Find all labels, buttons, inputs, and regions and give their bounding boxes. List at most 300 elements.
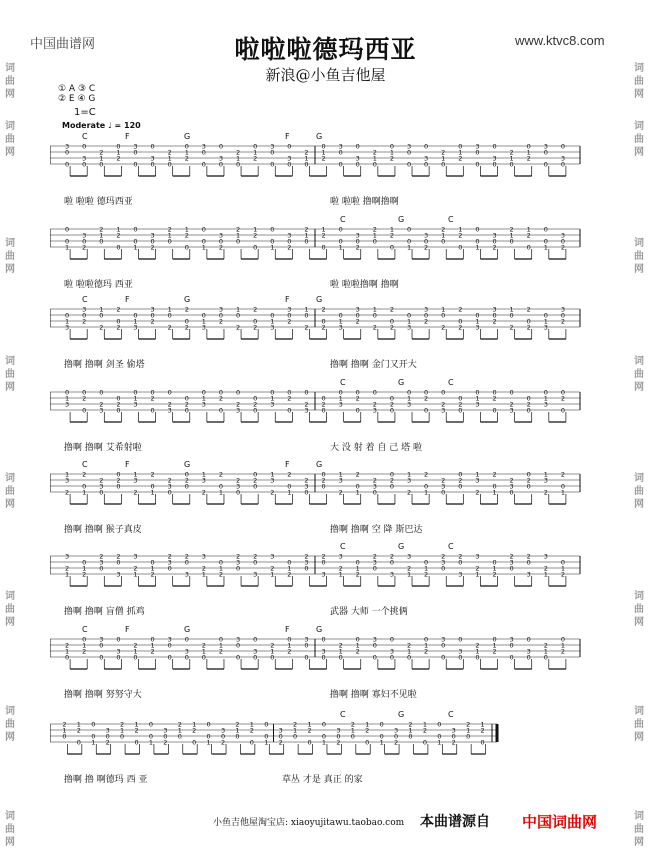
svg-text:2: 2: [253, 552, 258, 561]
svg-text:3: 3: [424, 231, 429, 240]
svg-text:3: 3: [65, 323, 70, 332]
note-column: [510, 553, 515, 587]
note-column: [304, 226, 309, 260]
svg-text:2: 2: [526, 154, 531, 163]
svg-text:0: 0: [372, 160, 377, 169]
svg-text:2: 2: [201, 564, 206, 573]
svg-text:2: 2: [201, 488, 206, 497]
svg-text:2: 2: [560, 243, 565, 252]
watermark-left-6: [4, 705, 16, 744]
note-column: [219, 636, 224, 670]
svg-text:0: 0: [389, 243, 395, 252]
note-column: [219, 559, 224, 587]
watermark-char: 网: [634, 732, 644, 743]
svg-text:0: 0: [150, 237, 155, 246]
note-column: [527, 471, 532, 505]
note-column: [270, 642, 275, 670]
svg-text:0: 0: [116, 394, 121, 403]
svg-text:0: 0: [338, 311, 343, 320]
svg-text:1: 1: [177, 726, 182, 735]
svg-text:3: 3: [167, 635, 172, 644]
svg-text:0: 0: [355, 558, 360, 567]
svg-text:3: 3: [526, 647, 531, 656]
svg-text:3: 3: [372, 635, 377, 644]
svg-text:2: 2: [441, 476, 446, 485]
svg-text:2: 2: [406, 564, 412, 573]
svg-text:0: 0: [422, 738, 427, 747]
note-column: [287, 636, 292, 670]
svg-text:2: 2: [116, 476, 121, 485]
svg-text:0: 0: [99, 160, 104, 169]
note-column: [270, 553, 275, 587]
svg-text:2: 2: [560, 470, 565, 479]
note-column: [253, 636, 258, 670]
svg-text:1: 1: [235, 154, 241, 163]
note-column: [527, 395, 532, 423]
svg-text:0: 0: [304, 160, 309, 169]
svg-text:2: 2: [389, 231, 395, 240]
svg-text:3: 3: [304, 635, 309, 644]
svg-text:0: 0: [167, 488, 172, 497]
chord-name: G: [316, 132, 323, 141]
note-column: [185, 226, 190, 260]
note-column: [168, 477, 173, 505]
svg-text:0: 0: [278, 732, 283, 741]
svg-text:0: 0: [458, 394, 463, 403]
svg-text:1: 1: [355, 564, 360, 573]
svg-text:0: 0: [475, 237, 480, 246]
svg-text:0: 0: [287, 311, 292, 320]
svg-text:0: 0: [133, 225, 138, 234]
svg-text:2: 2: [99, 400, 104, 409]
note-column: [339, 642, 344, 670]
watermark-char: 词: [5, 811, 15, 822]
svg-text:2: 2: [389, 323, 395, 332]
svg-text:0: 0: [150, 635, 155, 644]
svg-text:0: 0: [321, 732, 327, 741]
svg-text:2: 2: [99, 476, 104, 485]
note-column: [510, 226, 515, 260]
svg-text:2: 2: [321, 231, 326, 240]
svg-text:0: 0: [184, 406, 189, 415]
svg-text:1: 1: [270, 647, 275, 656]
svg-text:0: 0: [148, 732, 154, 741]
note-column: [82, 471, 87, 505]
note-column: [336, 727, 341, 755]
note-column: [82, 232, 87, 260]
note-column: [253, 553, 258, 587]
watermark-char: 曲: [634, 719, 644, 730]
note-column: [151, 636, 156, 670]
note-column: [356, 232, 361, 260]
svg-text:2: 2: [304, 148, 309, 157]
note-column: [202, 312, 207, 340]
svg-text:0: 0: [492, 160, 497, 169]
svg-text:2: 2: [167, 225, 172, 234]
svg-text:2: 2: [372, 323, 377, 332]
svg-text:1: 1: [116, 225, 121, 234]
svg-text:0: 0: [99, 653, 104, 662]
svg-text:0: 0: [184, 394, 189, 403]
svg-text:2: 2: [389, 476, 395, 485]
note-column: [339, 389, 344, 423]
svg-text:3: 3: [150, 154, 155, 163]
watermark-char: 曲: [634, 604, 644, 615]
note-column: [561, 471, 566, 505]
watermark-char: 词: [634, 706, 644, 717]
svg-text:0: 0: [192, 738, 197, 747]
note-column: [492, 559, 497, 587]
svg-text:0: 0: [99, 311, 104, 320]
note-column: [423, 721, 428, 755]
svg-text:0: 0: [441, 564, 446, 573]
watermark-char: 网: [634, 89, 644, 100]
note-column: [408, 721, 413, 755]
note-column: [544, 642, 549, 670]
svg-text:0: 0: [355, 160, 360, 169]
svg-text:2: 2: [293, 720, 298, 729]
svg-text:3: 3: [65, 400, 70, 409]
note-column: [441, 477, 446, 505]
svg-text:2: 2: [253, 323, 258, 332]
note-column: [116, 553, 121, 587]
svg-text:3: 3: [184, 570, 189, 579]
note-column: [544, 143, 549, 177]
svg-text:0: 0: [264, 720, 269, 729]
tempo-marking: Moderate ♩ = 120: [62, 121, 141, 130]
svg-text:0: 0: [184, 635, 189, 644]
svg-text:0: 0: [321, 653, 326, 662]
svg-text:0: 0: [235, 641, 241, 650]
note-column: [236, 306, 241, 340]
note-column: [91, 721, 96, 755]
note-column: [561, 389, 566, 423]
svg-text:3: 3: [278, 726, 283, 735]
watermark-left-3: [4, 355, 16, 394]
svg-text:1: 1: [133, 243, 138, 252]
svg-text:2: 2: [372, 148, 377, 157]
note-column: [407, 642, 412, 670]
svg-text:2: 2: [492, 647, 497, 656]
svg-text:1: 1: [249, 720, 254, 729]
note-column: [373, 636, 378, 670]
svg-text:2: 2: [304, 323, 309, 332]
svg-text:1: 1: [134, 720, 139, 729]
note-column: [65, 143, 70, 177]
svg-text:1: 1: [270, 570, 275, 579]
svg-text:3: 3: [441, 635, 446, 644]
svg-text:0: 0: [406, 653, 412, 662]
svg-text:0: 0: [424, 237, 429, 246]
note-column: [168, 553, 173, 587]
svg-text:2: 2: [543, 564, 548, 573]
svg-text:3: 3: [458, 570, 463, 579]
svg-text:2: 2: [475, 488, 480, 497]
svg-text:0: 0: [65, 148, 70, 157]
note-column: [151, 143, 156, 177]
svg-text:1: 1: [65, 647, 70, 656]
svg-text:3: 3: [287, 305, 292, 314]
note-column: [339, 312, 344, 340]
svg-text:3: 3: [253, 570, 258, 579]
svg-text:1: 1: [458, 148, 463, 157]
watermark-char: 网: [5, 382, 15, 393]
svg-text:3: 3: [441, 406, 446, 415]
svg-text:2: 2: [184, 400, 189, 409]
chord-name: G: [316, 625, 323, 634]
note-column: [321, 395, 326, 423]
watermark-char: 网: [634, 264, 644, 275]
svg-text:0: 0: [321, 470, 326, 479]
svg-text:0: 0: [116, 243, 121, 252]
note-column: [321, 636, 326, 670]
svg-text:3: 3: [99, 635, 104, 644]
svg-text:2: 2: [480, 726, 485, 735]
svg-text:0: 0: [560, 635, 565, 644]
svg-text:0: 0: [560, 388, 565, 397]
note-column: [339, 226, 344, 260]
svg-text:2: 2: [389, 154, 395, 163]
note-column: [321, 306, 326, 340]
svg-text:0: 0: [201, 237, 206, 246]
svg-text:1: 1: [543, 243, 548, 252]
svg-text:3: 3: [133, 476, 138, 485]
svg-text:0: 0: [389, 406, 395, 415]
note-column: [356, 306, 361, 340]
svg-text:0: 0: [509, 160, 514, 169]
svg-text:0: 0: [201, 311, 206, 320]
note-column: [475, 553, 480, 587]
svg-text:1: 1: [509, 231, 514, 240]
svg-text:3: 3: [406, 400, 412, 409]
svg-text:2: 2: [150, 243, 155, 252]
svg-text:2: 2: [509, 323, 514, 332]
watermark-char: 词: [634, 356, 644, 367]
note-column: [202, 389, 207, 423]
svg-text:0: 0: [475, 225, 480, 234]
svg-text:1: 1: [338, 317, 343, 326]
note-column: [151, 389, 156, 423]
note-column: [185, 143, 190, 177]
note-column: [65, 226, 70, 260]
svg-text:2: 2: [270, 564, 275, 573]
svg-text:1: 1: [150, 564, 155, 573]
svg-text:0: 0: [116, 406, 121, 415]
svg-text:2: 2: [133, 564, 138, 573]
note-column: [441, 226, 446, 260]
svg-text:0: 0: [424, 388, 429, 397]
svg-text:2: 2: [184, 552, 189, 561]
svg-text:3: 3: [167, 406, 172, 415]
svg-text:1: 1: [65, 317, 70, 326]
svg-text:2: 2: [509, 476, 514, 485]
svg-text:1: 1: [218, 641, 224, 650]
svg-text:1: 1: [150, 488, 155, 497]
note-column: [221, 727, 226, 755]
svg-text:2: 2: [82, 570, 87, 579]
svg-text:2: 2: [389, 552, 395, 561]
svg-text:3: 3: [201, 400, 206, 409]
note-column: [492, 143, 497, 177]
svg-text:0: 0: [307, 738, 312, 747]
svg-text:1: 1: [321, 148, 326, 157]
note-column: [373, 389, 378, 423]
note-column: [287, 389, 292, 423]
chord-name: F: [285, 460, 290, 469]
svg-text:1: 1: [235, 726, 240, 735]
svg-text:3: 3: [304, 482, 309, 491]
note-column: [207, 721, 212, 755]
watermark-char: 曲: [5, 824, 15, 835]
note-column: [120, 721, 125, 755]
note-column: [356, 471, 361, 505]
svg-text:1: 1: [218, 488, 224, 497]
svg-text:2: 2: [76, 726, 81, 735]
note-column: [236, 636, 241, 670]
note-column: [133, 226, 138, 260]
svg-text:0: 0: [560, 558, 565, 567]
svg-text:1: 1: [201, 570, 206, 579]
svg-text:3: 3: [509, 482, 514, 491]
svg-text:3: 3: [116, 570, 121, 579]
note-column: [561, 636, 566, 670]
svg-text:2: 2: [304, 476, 309, 485]
svg-text:1: 1: [492, 641, 497, 650]
svg-text:0: 0: [116, 653, 121, 662]
chord-name: C: [340, 710, 346, 719]
svg-text:3: 3: [270, 552, 275, 561]
svg-text:0: 0: [167, 311, 172, 320]
svg-text:0: 0: [270, 311, 275, 320]
svg-text:2: 2: [492, 243, 497, 252]
svg-text:0: 0: [133, 237, 138, 246]
svg-text:3: 3: [372, 558, 377, 567]
note-column: [253, 143, 258, 177]
note-column: [236, 149, 241, 177]
svg-text:2: 2: [184, 323, 189, 332]
note-column: [424, 232, 429, 260]
svg-text:0: 0: [424, 558, 429, 567]
svg-text:2: 2: [492, 317, 497, 326]
svg-text:3: 3: [133, 552, 138, 561]
svg-text:3: 3: [99, 482, 104, 491]
svg-text:0: 0: [355, 142, 360, 151]
note-column: [185, 471, 190, 505]
svg-text:3: 3: [543, 476, 548, 485]
svg-text:0: 0: [201, 160, 206, 169]
svg-text:3: 3: [336, 726, 341, 735]
svg-text:1: 1: [338, 394, 343, 403]
svg-text:0: 0: [389, 470, 395, 479]
svg-text:0: 0: [543, 388, 548, 397]
svg-text:2: 2: [287, 647, 292, 656]
svg-text:1: 1: [201, 470, 206, 479]
svg-text:2: 2: [458, 552, 463, 561]
svg-text:0: 0: [304, 653, 309, 662]
svg-text:0: 0: [220, 732, 226, 741]
svg-text:2: 2: [526, 305, 531, 314]
svg-text:0: 0: [475, 653, 480, 662]
note-column: [458, 553, 463, 587]
watermark-char: 网: [634, 837, 644, 848]
svg-text:2: 2: [458, 476, 463, 485]
svg-text:3: 3: [184, 647, 189, 656]
svg-text:1: 1: [201, 647, 206, 656]
chord-name: F: [285, 132, 290, 141]
svg-text:0: 0: [458, 470, 463, 479]
note-column: [492, 636, 497, 670]
chord-name: C: [340, 215, 346, 224]
svg-text:0: 0: [235, 564, 241, 573]
svg-text:2: 2: [82, 394, 87, 403]
svg-text:0: 0: [406, 148, 412, 157]
note-column: [441, 306, 446, 340]
svg-text:0: 0: [355, 388, 360, 397]
note-column: [253, 395, 258, 423]
svg-text:1: 1: [65, 570, 70, 579]
svg-text:0: 0: [270, 148, 275, 157]
svg-text:3: 3: [167, 558, 172, 567]
note-column: [65, 389, 70, 423]
svg-text:1: 1: [422, 720, 427, 729]
svg-text:0: 0: [526, 558, 531, 567]
svg-text:2: 2: [82, 470, 87, 479]
watermark-char: 网: [634, 617, 644, 628]
svg-text:2: 2: [116, 552, 121, 561]
svg-text:3: 3: [560, 154, 565, 163]
svg-text:3: 3: [372, 406, 377, 415]
svg-text:3: 3: [424, 154, 429, 163]
svg-text:3: 3: [393, 726, 399, 735]
svg-text:2: 2: [509, 148, 514, 157]
svg-text:2: 2: [235, 323, 241, 332]
svg-text:0: 0: [509, 388, 514, 397]
svg-text:3: 3: [355, 231, 360, 240]
note-column: [99, 553, 104, 587]
svg-text:1: 1: [441, 154, 446, 163]
svg-text:0: 0: [543, 225, 548, 234]
svg-text:2: 2: [150, 570, 155, 579]
chord-name: C: [82, 460, 88, 469]
note-column: [304, 477, 309, 505]
svg-text:0: 0: [201, 653, 206, 662]
note-column: [151, 471, 156, 505]
note-column: [458, 226, 463, 260]
watermark-left-5: [4, 590, 16, 629]
svg-text:0: 0: [253, 653, 258, 662]
svg-text:0: 0: [253, 470, 258, 479]
svg-text:1: 1: [338, 570, 343, 579]
svg-text:0: 0: [560, 311, 565, 320]
svg-text:0: 0: [338, 388, 343, 397]
note-column: [304, 389, 309, 423]
note-column: [561, 559, 566, 587]
svg-text:0: 0: [201, 225, 206, 234]
svg-text:2: 2: [116, 154, 121, 163]
svg-text:3: 3: [218, 154, 224, 163]
svg-text:3: 3: [270, 476, 275, 485]
svg-text:3: 3: [150, 305, 155, 314]
svg-text:0: 0: [406, 311, 412, 320]
watermark-char: 词: [5, 591, 15, 602]
svg-text:0: 0: [321, 406, 326, 415]
svg-text:3: 3: [65, 476, 70, 485]
tab-staff: [50, 388, 650, 448]
note-column: [475, 471, 480, 505]
lyrics-left: 啦 啦啦德玛 西亚: [64, 280, 133, 290]
watermark-right-0: [633, 62, 645, 101]
lyrics-right: 草丛 才是 真正 的家: [282, 775, 363, 785]
